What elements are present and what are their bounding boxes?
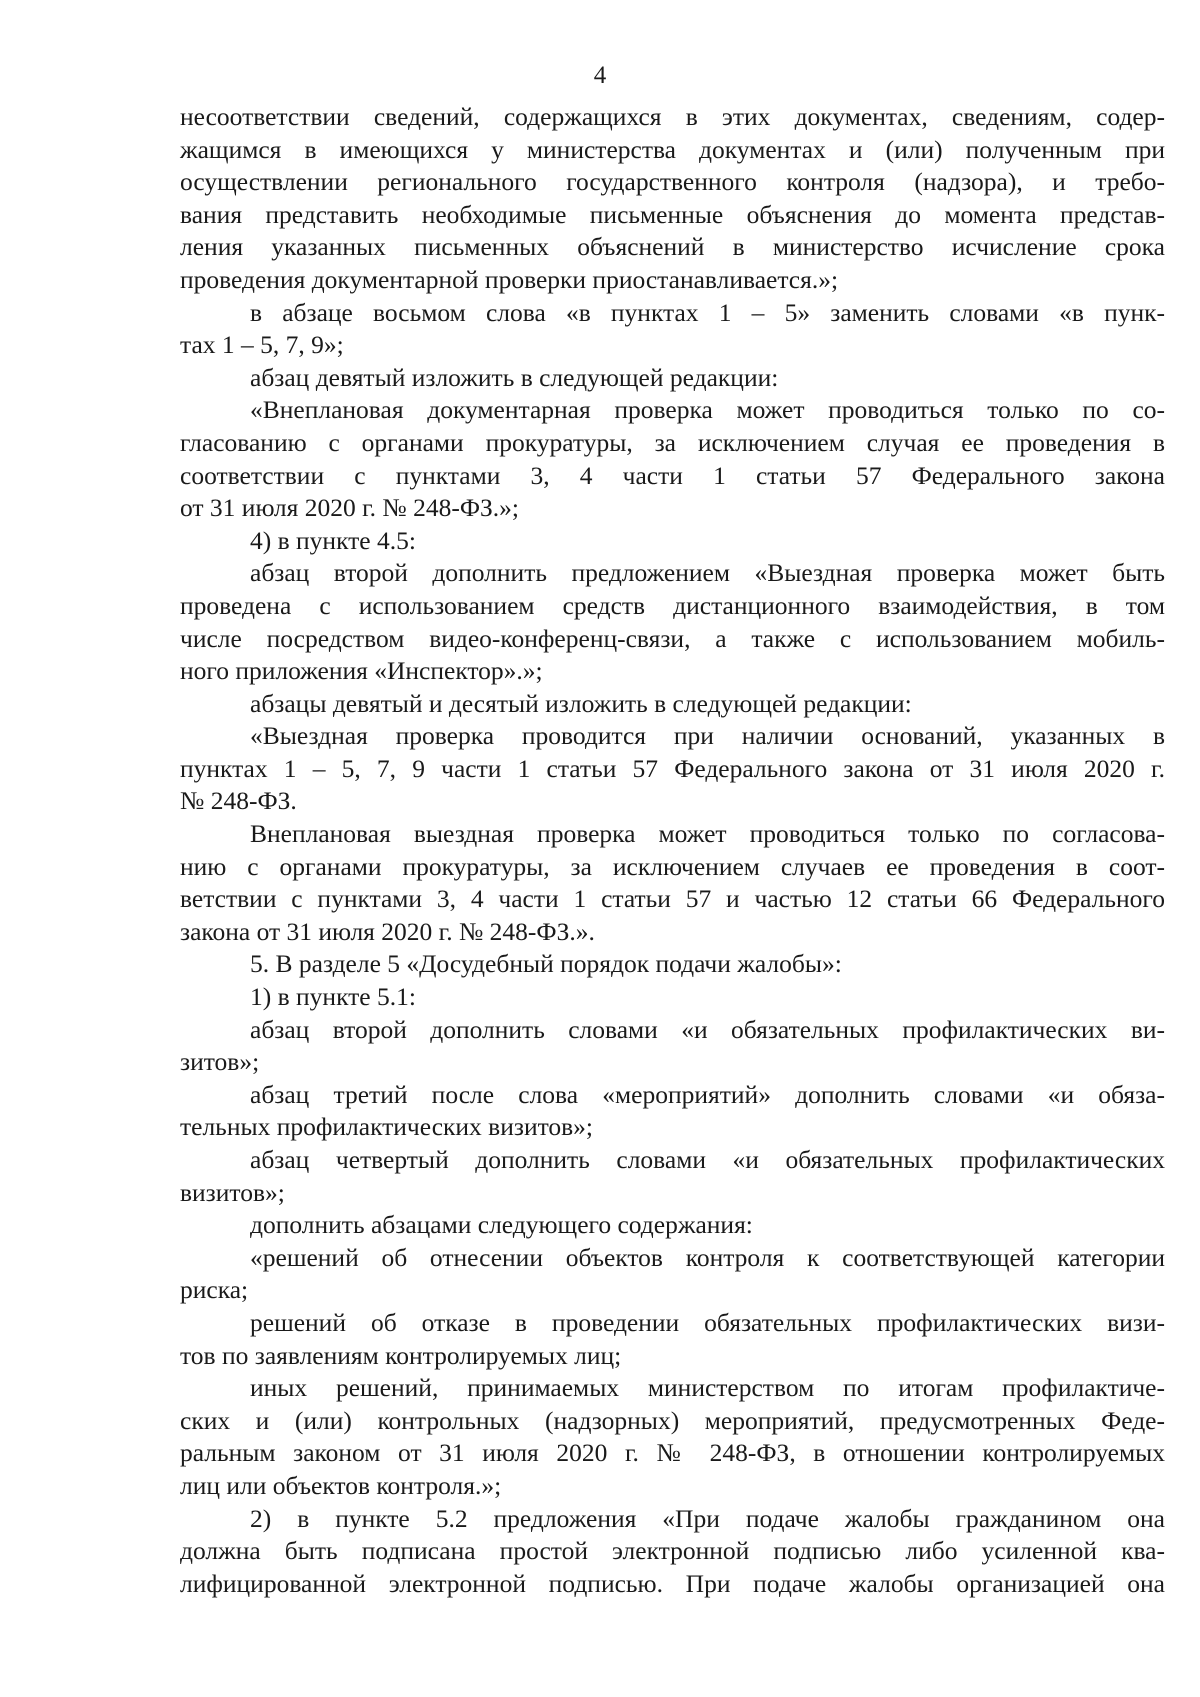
- text-line: № 248-ФЗ.: [180, 786, 297, 816]
- page-number: 4: [593, 62, 607, 89]
- text-line: тах 1 – 5, 7, 9»;: [180, 330, 344, 360]
- text-line: иных решений, принимаемых министерством по итогам профилактиче-: [250, 1373, 1165, 1403]
- text-line: ветствии с пунктами 3, 4 части 1 статьи 57 и частью 12 статьи 66 Федерального: [180, 884, 1165, 914]
- text-line: абзацы девятый и десятый изложить в следующей редакции:: [250, 688, 912, 718]
- text-line: ного приложения «Инспектор».»;: [180, 656, 543, 686]
- text-line: 2) в пункте 5.2 предложения «При подаче жалобы гражданином она: [250, 1503, 1165, 1533]
- text-line: пунктах 1 – 5, 7, 9 части 1 статьи 57 Федерального закона от 31 июля 2020 г.: [180, 753, 1165, 783]
- text-line: 1) в пункте 5.1:: [250, 982, 416, 1012]
- text-line: «Выездная проверка проводится при наличии оснований, указанных в: [250, 721, 1165, 751]
- text-line: осуществлении регионального государственного контроля (надзора), и требо-: [180, 167, 1165, 197]
- text-line: абзац второй дополнить предложением «Выездная проверка может быть: [250, 558, 1165, 588]
- text-line: абзац второй дополнить словами «и обязательных профилактических ви-: [250, 1014, 1165, 1044]
- text-line: закона от 31 июля 2020 г. № 248-ФЗ.».: [180, 916, 595, 946]
- text-line: абзац третий после слова «мероприятий» дополнить словами «и обяза-: [250, 1079, 1165, 1109]
- text-line: ления указанных письменных объяснений в министерство исчисление срока: [180, 232, 1165, 262]
- text-line: жащимся в имеющихся у министерства документах и (или) полученным при: [180, 134, 1165, 164]
- text-line: «Внеплановая документарная проверка может проводиться только по со-: [250, 395, 1165, 425]
- text-line: проведения документарной проверки приостанавливается.»;: [180, 264, 839, 294]
- text-line: тельных профилактических визитов»;: [180, 1112, 594, 1142]
- text-line: должна быть подписана простой электронной подписью либо усиленной ква-: [180, 1536, 1165, 1566]
- text-line: соответствии с пунктами 3, 4 части 1 статьи 57 Федерального закона: [180, 460, 1165, 490]
- text-line: несоответствии сведений, содержащихся в этих документах, сведениям, содер-: [180, 102, 1165, 131]
- text-line: лифицированной электронной подписью. При подаче жалобы организацией она: [180, 1568, 1165, 1598]
- text-line: визитов»;: [180, 1177, 285, 1207]
- text-line: 5. В разделе 5 «Досудебный порядок подачи жалобы»:: [250, 949, 842, 979]
- text-line: абзац девятый изложить в следующей редакции:: [250, 362, 779, 392]
- text-line: в абзаце восьмом слова «в пунктах 1 – 5» заменить словами «в пунк-: [250, 297, 1165, 327]
- text-line: решений об отказе в проведении обязательных профилактических визи-: [250, 1307, 1165, 1337]
- text-line: Внеплановая выездная проверка может проводиться только по согласова-: [250, 819, 1165, 849]
- text-line: ских и (или) контрольных (надзорных) мероприятий, предусмотренных Феде-: [180, 1405, 1165, 1435]
- text-line: «решений об отнесении объектов контроля к соответствующей категории: [250, 1242, 1165, 1272]
- text-line: абзац четвертый дополнить словами «и обязательных профилактических: [250, 1145, 1165, 1174]
- text-line: лиц или объектов контроля.»;: [180, 1470, 502, 1500]
- text-line: от 31 июля 2020 г. № 248-ФЗ.»;: [180, 493, 519, 523]
- text-line: проведена с использованием средств дистанционного взаимодействия, в том: [180, 590, 1165, 620]
- text-line: гласованию с органами прокуратуры, за исключением случая ее проведения в: [180, 427, 1165, 457]
- text-line: тов по заявлениям контролируемых лиц;: [180, 1340, 622, 1370]
- text-line: дополнить абзацами следующего содержания:: [250, 1210, 753, 1240]
- document-body: [180, 101, 1165, 1600]
- text-line: нию с органами прокуратуры, за исключением случаев ее проведения в соот-: [180, 851, 1165, 881]
- text-line: зитов»;: [180, 1047, 260, 1077]
- text-line: числе посредством видео-конференц-связи, а также с использованием мобиль-: [180, 623, 1165, 653]
- text-line: риска;: [180, 1275, 249, 1305]
- text-line: 4) в пункте 4.5:: [250, 525, 416, 555]
- text-line: вания представить необходимые письменные объяснения до момента представ-: [180, 199, 1165, 229]
- text-line: ральным законом от 31 июля 2020 г. № 248-ФЗ, в отношении контролируемых: [180, 1438, 1165, 1468]
